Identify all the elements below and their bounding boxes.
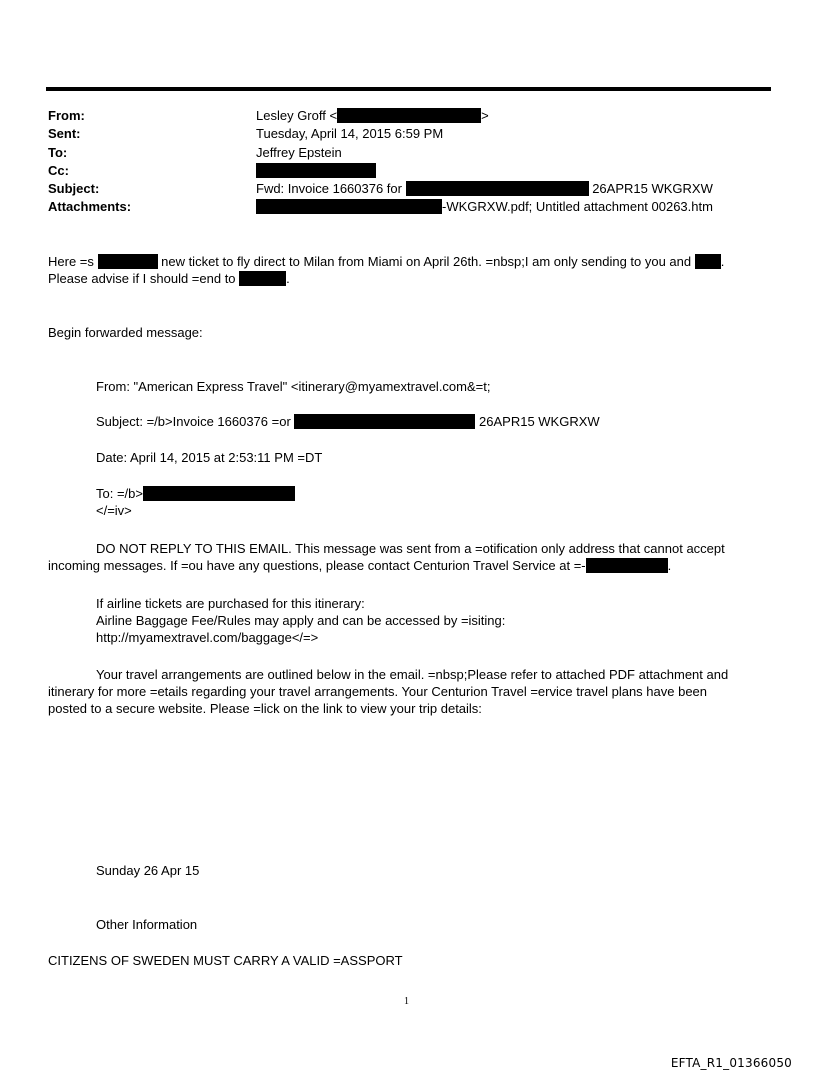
subject-value bbox=[256, 181, 713, 197]
redaction-intro-send bbox=[239, 271, 286, 286]
redaction-attachment bbox=[256, 199, 442, 214]
page-number: 1 bbox=[404, 996, 409, 1007]
airline-line-1: If airline tickets are purchased for this itinerary: bbox=[96, 596, 365, 611]
intro-line-1 bbox=[48, 253, 724, 270]
subject-label: Subject: bbox=[48, 181, 100, 196]
travel-line-2: itinerary for more =etails regarding your travel arrangements. Your Centurion Travel =ervice travel plans have been bbox=[48, 684, 708, 699]
fwd-div: </=iv> bbox=[96, 503, 132, 518]
from-close: > bbox=[481, 108, 489, 123]
citizens-notice: CITIZENS OF SWEDEN MUST CARRY A VALID =ASSPORT bbox=[48, 953, 403, 968]
attachments-post: -WKGRXW.pdf; Untitled attachment 00263.htm bbox=[442, 199, 713, 214]
header-rule bbox=[46, 87, 771, 91]
notice-2b: . bbox=[667, 558, 672, 573]
travel-line-1: Your travel arrangements are outlined below in the email. =nbsp;Please refer to attached PDF attachment and bbox=[96, 667, 729, 682]
fwd-from: From: "American Express Travel" <itinerary@myamextravel.com&=t; bbox=[96, 379, 491, 394]
fwd-subject-post: 26APR15 WKGRXW bbox=[475, 414, 600, 429]
redaction-intro-name bbox=[98, 254, 158, 269]
airline-line-2: Airline Baggage Fee/Rules may apply and can be accessed by =isiting: bbox=[96, 613, 506, 628]
from-name: Lesley Groff < bbox=[256, 108, 338, 123]
notice-line-1: DO NOT REPLY TO THIS EMAIL. This message was sent from a =otification only address that cannot accept bbox=[96, 541, 725, 556]
begin-forwarded: Begin forwarded message: bbox=[48, 325, 203, 340]
from-label: From: bbox=[48, 108, 85, 123]
intro-2a: Please advise if I should =end to bbox=[48, 271, 240, 286]
intro-2b: . bbox=[286, 271, 290, 286]
airline-line-3: http://myamextravel.com/baggage</=> bbox=[96, 630, 319, 645]
fwd-date: Date: April 14, 2015 at 2:53:11 PM =DT bbox=[96, 450, 323, 465]
fwd-subject-pre: Subject: =/b>Invoice 1660376 =or bbox=[96, 414, 295, 429]
redaction-fwd-to bbox=[143, 486, 295, 501]
redaction-from-email bbox=[337, 108, 481, 123]
intro-line-2 bbox=[48, 270, 290, 287]
sent-value: Tuesday, April 14, 2015 6:59 PM bbox=[256, 126, 444, 141]
redaction-cc bbox=[256, 163, 376, 178]
fwd-to-label: To: =/b> bbox=[96, 486, 143, 501]
fwd-subject bbox=[96, 413, 600, 430]
redaction-fwd-subject bbox=[294, 414, 475, 429]
from-value bbox=[256, 108, 489, 124]
notice-line-2 bbox=[48, 557, 671, 574]
other-information: Other Information bbox=[96, 917, 198, 932]
fwd-to bbox=[96, 485, 295, 502]
redaction-subject bbox=[406, 181, 589, 196]
attachments-value bbox=[256, 199, 713, 215]
bates-number: EFTA_R1_01366050 bbox=[670, 1056, 792, 1070]
intro-1b: new ticket to fly direct to Milan from Miami on April 26th. =nbsp;I am only sending to you and bbox=[157, 254, 695, 269]
date-line: Sunday 26 Apr 15 bbox=[96, 863, 200, 878]
notice-2a: incoming messages. If =ou have any questions, please contact Centurion Travel Service at =- bbox=[48, 558, 586, 573]
sent-label: Sent: bbox=[48, 126, 81, 141]
travel-line-3: posted to a secure website. Please =lick on the link to view your trip details: bbox=[48, 701, 482, 716]
redaction-intro-recipient bbox=[695, 254, 721, 269]
subject-post: 26APR15 WKGRXW bbox=[588, 181, 713, 196]
cc-label: Cc: bbox=[48, 163, 69, 178]
subject-pre: Fwd: Invoice 1660376 for bbox=[256, 181, 406, 196]
redaction-phone bbox=[586, 558, 668, 573]
to-label: To: bbox=[48, 145, 68, 160]
to-value: Jeffrey Epstein bbox=[256, 145, 342, 160]
attachments-label: Attachments: bbox=[48, 199, 132, 214]
intro-1c: . bbox=[720, 254, 725, 269]
intro-1a: Here =s bbox=[48, 254, 98, 269]
cc-value bbox=[256, 163, 376, 179]
